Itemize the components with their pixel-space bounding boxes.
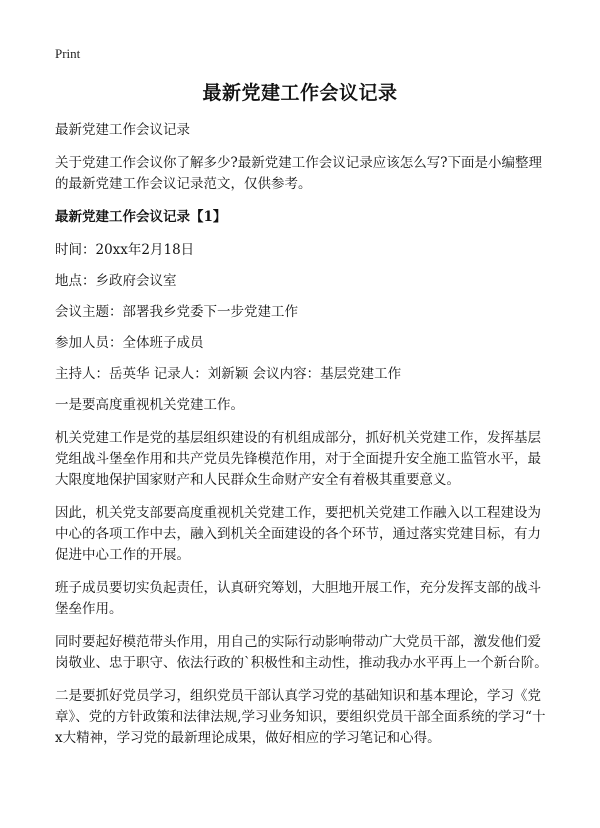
paragraph-2: 因此，机关党支部要高度重视机关党建工作，要把机关党建工作融入以工程建设为中心的各项工作中去，融入到机关全面建设的各个环节，通过落实党建目标，有力促进中心工作的开展。 [55,505,541,563]
meeting-theme: 会议主题：部署我乡党委下一步党建工作 [55,304,298,320]
intro-paragraph: 关于党建工作会议你了解多少?最新党建工作会议记录应该怎么写?下面是小编整理的最新党建工作会议记录范文，仅供参考。 [55,155,542,192]
section-heading: 最新党建工作会议记录【1】 [55,209,227,225]
meeting-attendees: 参加人员：全体班子成员 [55,335,204,351]
point-one: 一是要高度重视机关党建工作。 [55,397,244,413]
paragraph-4: 同时要起好模范带头作用，用自己的实际行动影响带动广大党员干部，激发他们爱岗敬业、忠于职守、依法行政的`积极性和主动性，推动我办水平再上一个新台阶。 [55,634,548,671]
print-link[interactable]: Print [55,46,81,61]
paragraph-3: 班子成员要切实负起责任，认真研究筹划，大胆地开展工作，充分发挥支部的战斗堡垒作用。 [55,580,541,617]
meeting-location: 地点：乡政府会议室 [55,273,177,289]
meeting-host-recorder: 主持人：岳英华 记录人：刘新颖 会议内容：基层党建工作 [55,366,402,382]
document-subtitle: 最新党建工作会议记录 [55,122,190,138]
paragraph-1: 机关党建工作是党的基层组织建设的有机组成部分，抓好机关党建工作，发挥基层党组战斗堡垒作用和共产党员先锋模范作用，对于全面提升安全施工监管水平，最大限度地保护国家财产和人民群众生命财产安全有着极其重要意义。 [55,430,541,488]
paragraph-5: 二是要抓好党员学习，组织党员干部认真学习党的基础知识和基本理论，学习《党章》、党的方针政策和法律法规,学习业务知识，要组织党员干部全面系统的学习“十x大精神，学习党的最新理论成果，做好相应的学习笔记和心得。 [55,688,546,746]
meeting-time: 时间：20xx年2月18日 [55,242,195,258]
page-title: 最新党建工作会议记录 [202,82,398,104]
document-body [55,120,551,761]
